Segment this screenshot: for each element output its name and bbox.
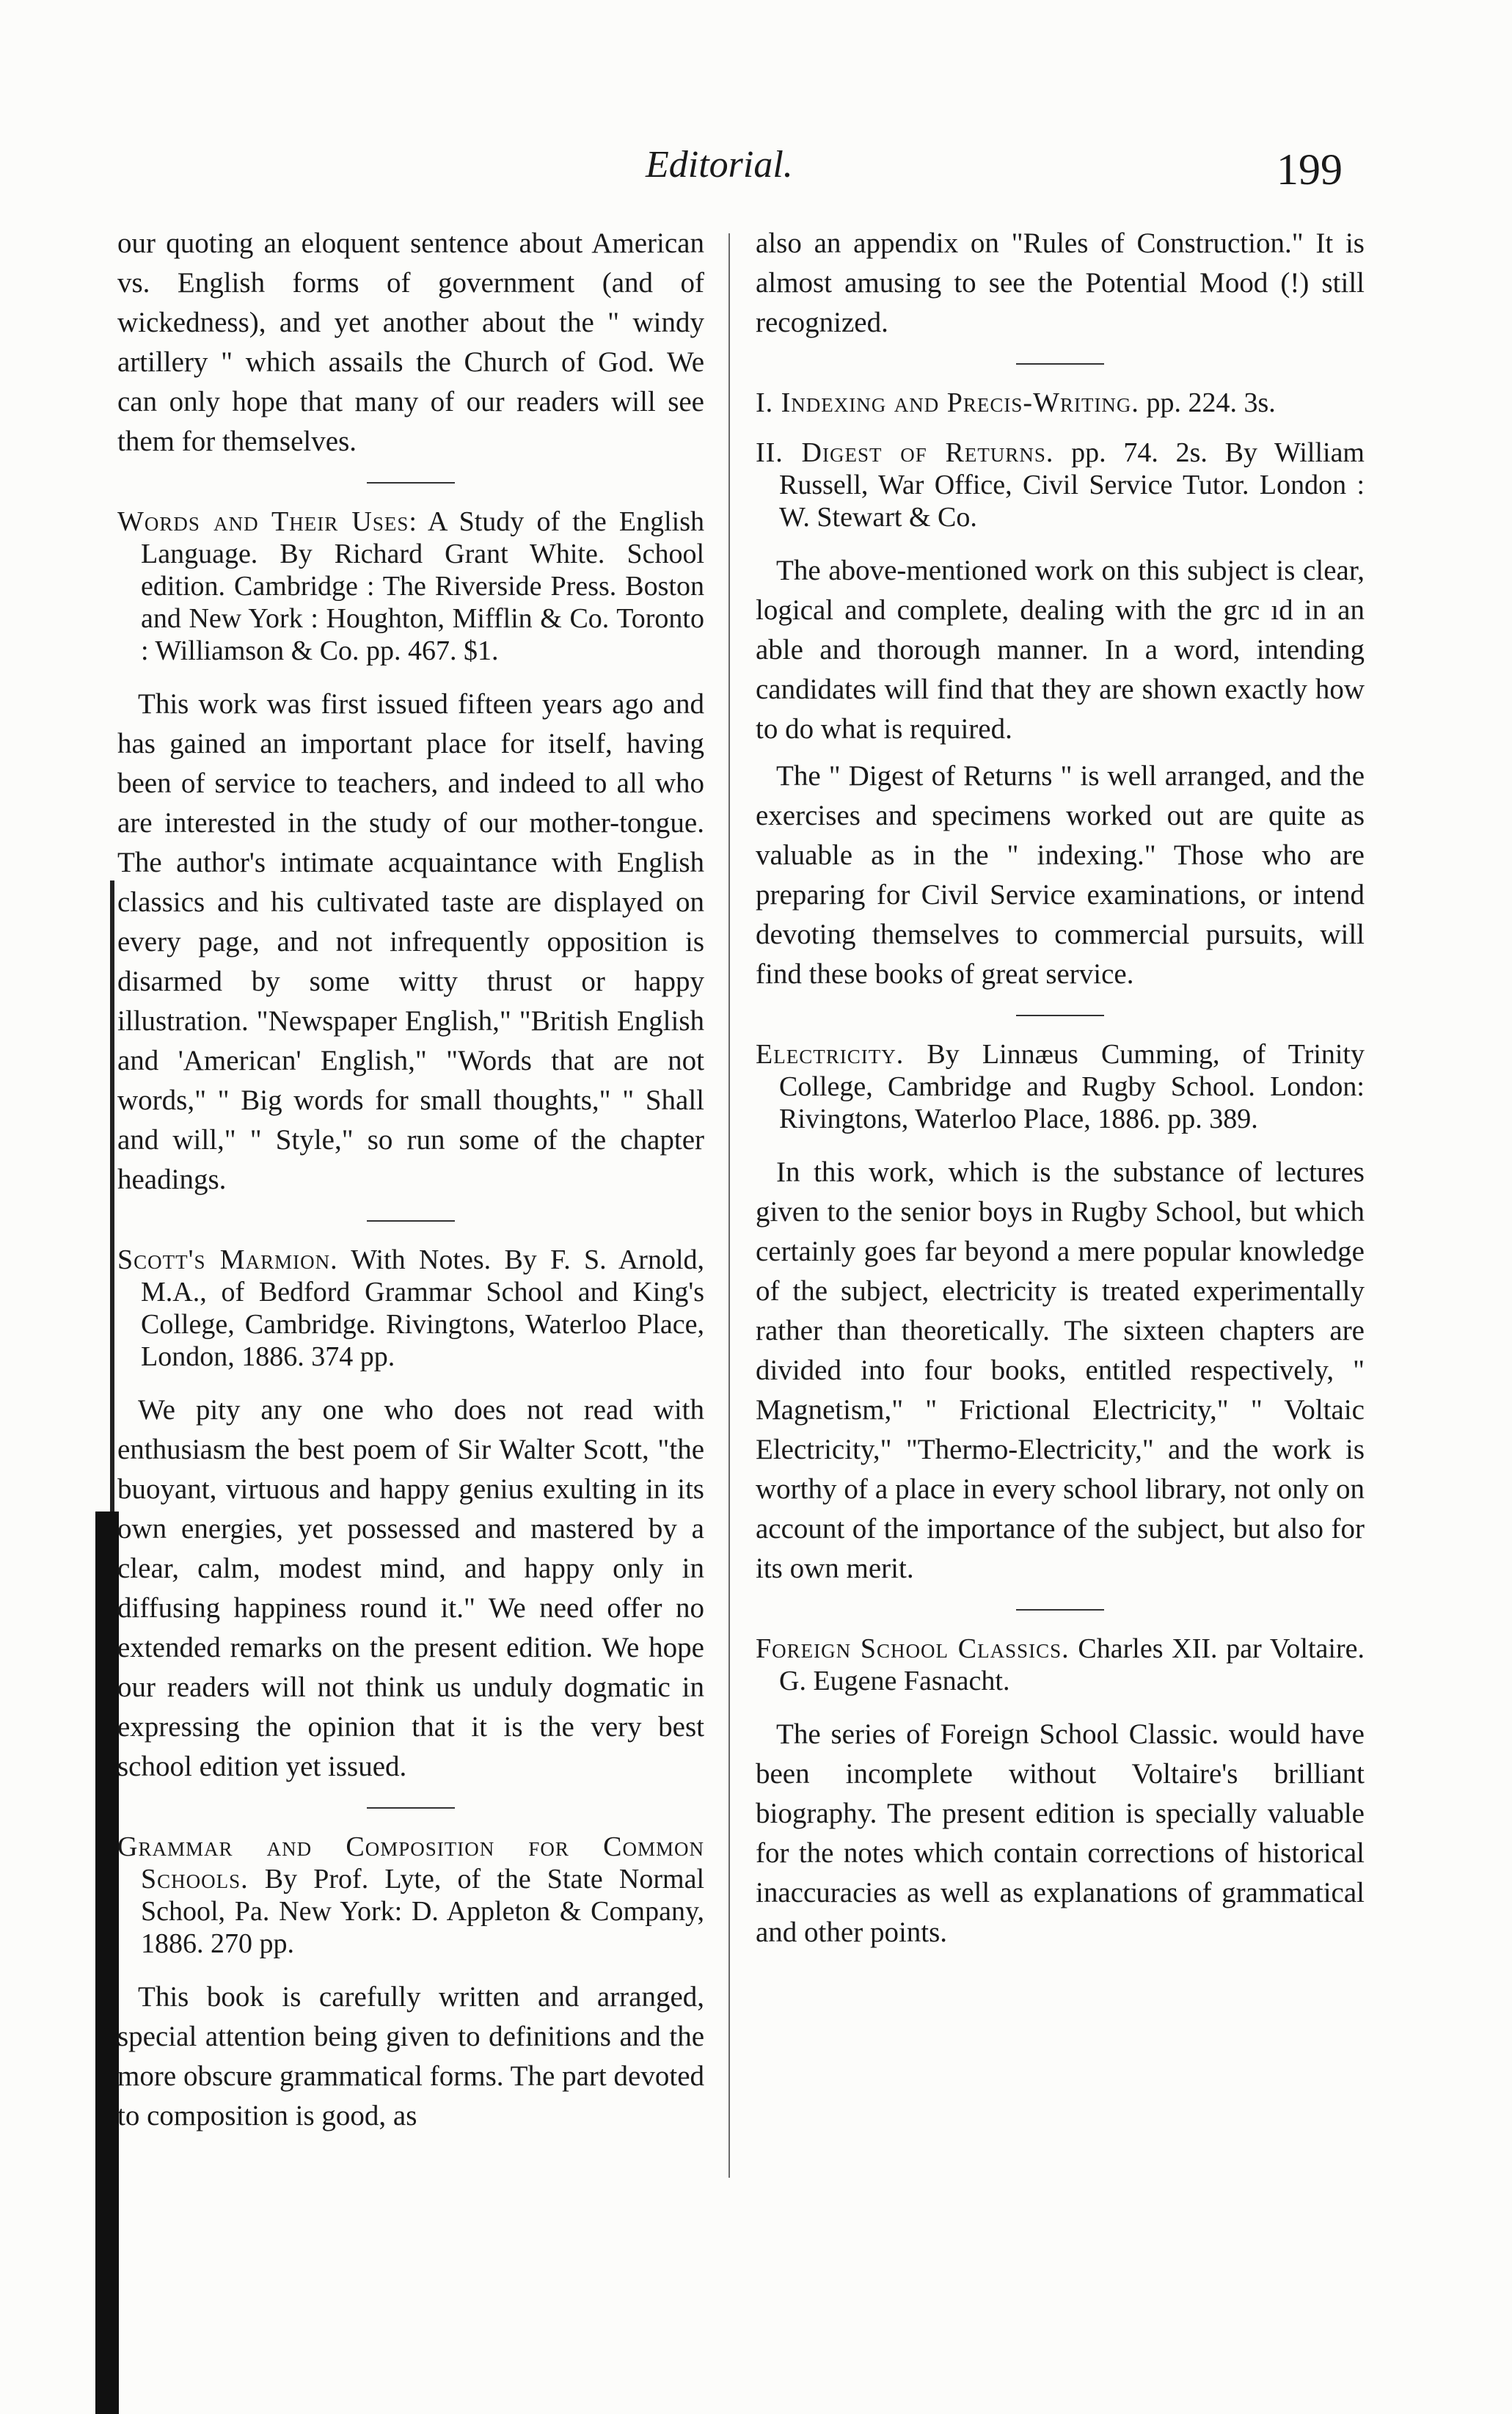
section-divider — [1016, 1015, 1104, 1016]
book-title: Electricity. — [756, 1039, 905, 1070]
book-title: Foreign School Classics. — [756, 1633, 1070, 1664]
section-divider — [367, 482, 455, 484]
paragraph: The above-mentioned work on this subject is clear, logical and complete, dealing with the grc ıd in an able and thorough manner. In a word, intending candidates will find that they are shown exactly how to do what is required. — [756, 555, 1365, 745]
section-divider — [367, 1220, 455, 1222]
running-head — [0, 143, 1512, 202]
book-details: pp. 74. 2s. By William Russell, War Office, Civil Service Tutor. London : W. Stewart & Co. — [779, 437, 1365, 533]
paragraph: This book is carefully written and arranged, special attention being given to definitions and the more obscure grammatical forms. The part devoted to composition is good, as — [117, 1981, 704, 2132]
paragraph: This work was first issued fifteen years ago and has gained an important place for itself, having been of service to teachers, and indeed to all who are interested in the study of our mother-tongue. The author's intimate acquaintance with English classics and his cultivated taste are displayed on every page, and not infrequently opposition is disarmed by some witty thrust or happy illustration. "Newspaper English," "British English and 'American' English," "Words that are not words," " Big words for small thoughts," " Shall and will," " Style," so run some of the chapter headings. — [117, 688, 704, 1195]
paragraph: The series of Foreign School Classic. would have been incomplete without Voltaire's brilliant biography. The present edition is specially valuable for the notes which contain corrections of historical inaccuracies as well as explanations of grammatical and other points. — [756, 1718, 1365, 1948]
book-entry — [756, 1038, 1365, 1135]
running-title: Editorial. — [646, 144, 793, 186]
book-entry — [117, 1244, 704, 1373]
book-entry — [756, 387, 1365, 419]
left-column — [117, 224, 704, 2143]
book-entry — [756, 437, 1365, 533]
book-details: By Prof. Lyte, of the State Normal School, Pa. New York: D. Appleton & Company, 1886. 270 pp. — [141, 1864, 704, 1959]
book-title: II. Digest of Returns. — [756, 437, 1054, 468]
book-entry — [756, 1633, 1365, 1697]
page-edge-shadow — [110, 880, 114, 1512]
book-details: : A Study of the English Language. By Richard Grant White. School edition. Cambridge : The Riverside Press. Boston and New York : Houghton, Mifflin & Co. Toronto : Williamson & Co. pp. 467. $1. — [141, 506, 704, 666]
paragraph: our quoting an eloquent sentence about American vs. English forms of government (and of wickedness), and yet another about the " windy artillery " which assails the Church of God. We can only hope that many of our readers will see them for themselves. — [117, 227, 704, 457]
section-divider — [367, 1807, 455, 1809]
binding-edge — [95, 1512, 119, 2414]
column-divider-rule — [728, 233, 730, 2178]
book-title: Words and Their Uses — [117, 506, 409, 537]
book-entry — [117, 506, 704, 667]
book-details: pp. 224. 3s. — [1139, 387, 1276, 418]
section-divider — [1016, 1609, 1104, 1611]
book-details: Charles XII. par Voltaire. G. Eugene Fasnacht. — [779, 1633, 1365, 1696]
book-details: With Notes. By F. S. Arnold, M.A., of Bedford Grammar School and King's College, Cambridge. Rivingtons, Waterloo Place, London, 1886. 374 pp. — [141, 1244, 704, 1372]
book-details: By Linnæus Cumming, of Trinity College, Cambridge and Rugby School. London: Rivingtons, Waterloo Place, 1886. pp. 389. — [779, 1039, 1365, 1134]
book-title: Grammar and Composition for Common Schools. — [117, 1831, 704, 1895]
paragraph: also an appendix on "Rules of Construction." It is almost amusing to see the Potential Mood (!) still recognized. — [756, 227, 1365, 338]
book-title: Scott's Marmion. — [117, 1244, 338, 1275]
paragraph: In this work, which is the substance of lectures given to the senior boys in Rugby School, but which certainly goes far beyond a mere popular knowledge of the subject, electricity is treated experimentally rather than theoretically. The sixteen chapters are divided into four books, entitled respectively, " Magnetism," " Frictional Electricity," " Voltaic Electricity," "Thermo-Electricity," and the work is worthy of a place in every school library, not only on account of the importance of the subject, but also for its own merit. — [756, 1156, 1365, 1584]
page-number: 199 — [1277, 145, 1343, 194]
paragraph: The " Digest of Returns " is well arranged, and the exercises and specimens worked out are quite as valuable as in the " indexing." Those who are preparing for Civil Service examinations, or intend devoting themselves to commercial pursuits, will find these books of great service. — [756, 760, 1365, 990]
section-divider — [1016, 363, 1104, 365]
book-entry — [117, 1831, 704, 1960]
right-column — [756, 224, 1365, 1960]
book-title: I. Indexing and Precis-Writing. — [756, 387, 1139, 418]
paragraph: We pity any one who does not read with enthusiasm the best poem of Sir Walter Scott, "the buoyant, virtuous and happy genius exulting in its own energies, yet possessed and mastered by a clear, calm, modest mind, and happy only in diffusing happiness round it." We need offer no extended remarks on the present edition. We hope our readers will not think us unduly dogmatic in expressing the opinion that it is the very best school edition yet issued. — [117, 1394, 704, 1782]
